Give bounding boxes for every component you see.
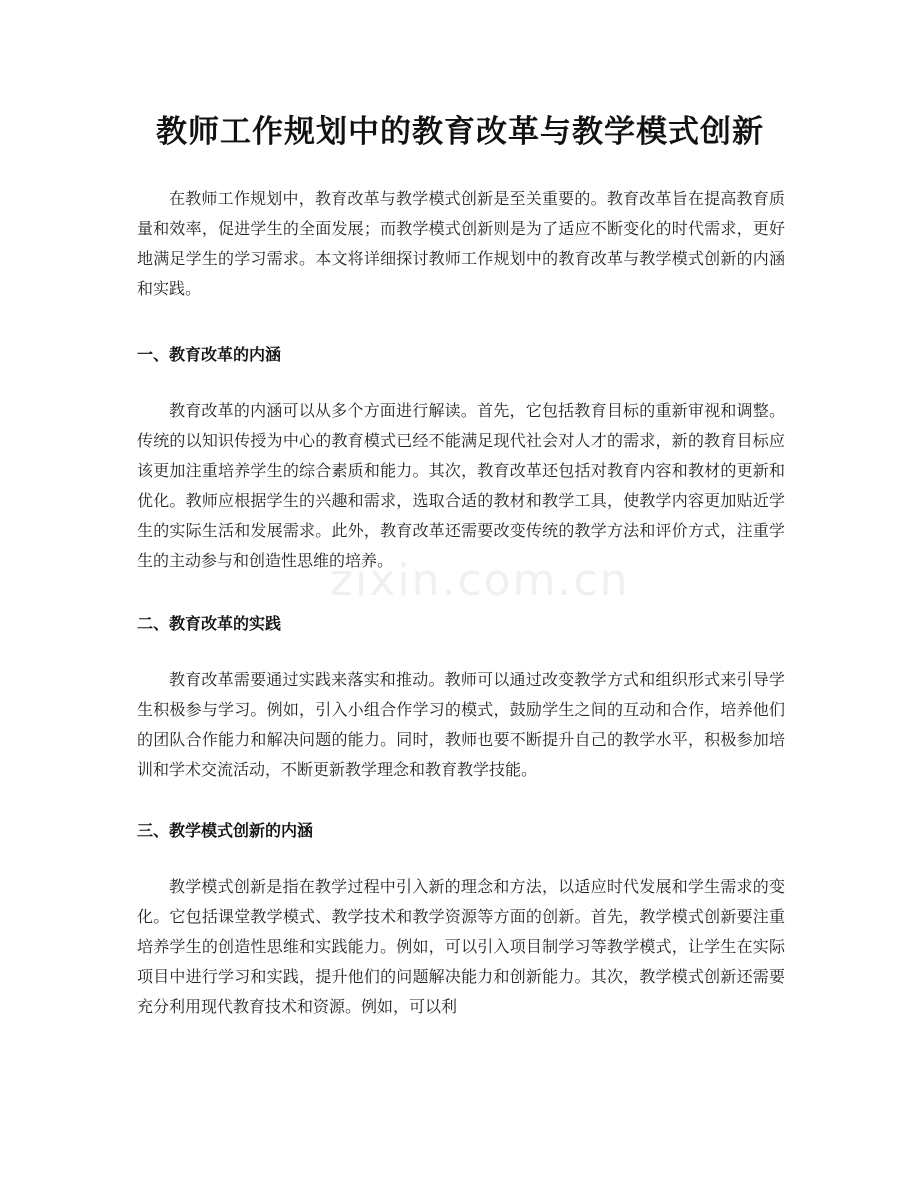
section-1-paragraph: 教育改革的内涵可以从多个方面进行解读。首先，它包括教育目标的重新审视和调整。传统的以知识传授为中心的教育模式已经不能满足现代社会对人才的需求，新的教育目标应该更加注重培养学生的综合素质和能力。其次，教育改革还包括对教育内容和教材的更新和优化。教师应根据学生的兴趣和需求，选取合适的教材和教学工具，使教学内容更加贴近学生的实际生活和发展需求。此外，教育改革还需要改变传统的教学方法和评价方式，注重学生的主动参与和创造性思维的培养。 xyxy=(137,401,785,570)
watermark-text: zixin.com.cn xyxy=(330,555,630,606)
document-title: 教师工作规划中的教育改革与教学模式创新 xyxy=(156,114,764,150)
section-2-paragraph: 教育改革需要通过实践来落实和推动。教师可以通过改变教学方式和组织形式来引导学生积极参与学习。例如，引入小组合作学习的模式，鼓励学生之间的互动和合作，培养他们的团队合作能力和解决问题的能力。同时，教师也要不断提升自己的教学水平，积极参加培训和学术交流活动，不断更新教学理念和教育教学技能。 xyxy=(137,670,785,779)
section-heading-2: 二、教育改革的实践 xyxy=(137,614,282,633)
section-heading-3: 三、教学模式创新的内涵 xyxy=(137,821,314,840)
document-body xyxy=(137,184,785,1022)
section-3-paragraph: 教学模式创新是指在教学过程中引入新的理念和方法，以适应时代发展和学生需求的变化。它包括课堂教学模式、教学技术和教学资源等方面的创新。首先，教学模式创新要注重培养学生的创造性思维和实践能力。例如，可以引入项目制学习等教学模式，让学生在实际项目中进行学习和实践，提升他们的问题解决能力和创新能力。其次，教学模式创新还需要充分利用现代教育技术和资源。例如，可以利 xyxy=(137,877,785,1016)
section-heading-1: 一、教育改革的内涵 xyxy=(137,345,282,364)
intro-paragraph: 在教师工作规划中，教育改革与教学模式创新是至关重要的。教育改革旨在提高教育质量和效率，促进学生的全面发展；而教学模式创新则是为了适应不断变化的时代需求，更好地满足学生的学习需求。本文将详细探讨教师工作规划中的教育改革与教学模式创新的内涵和实践。 xyxy=(137,189,785,298)
